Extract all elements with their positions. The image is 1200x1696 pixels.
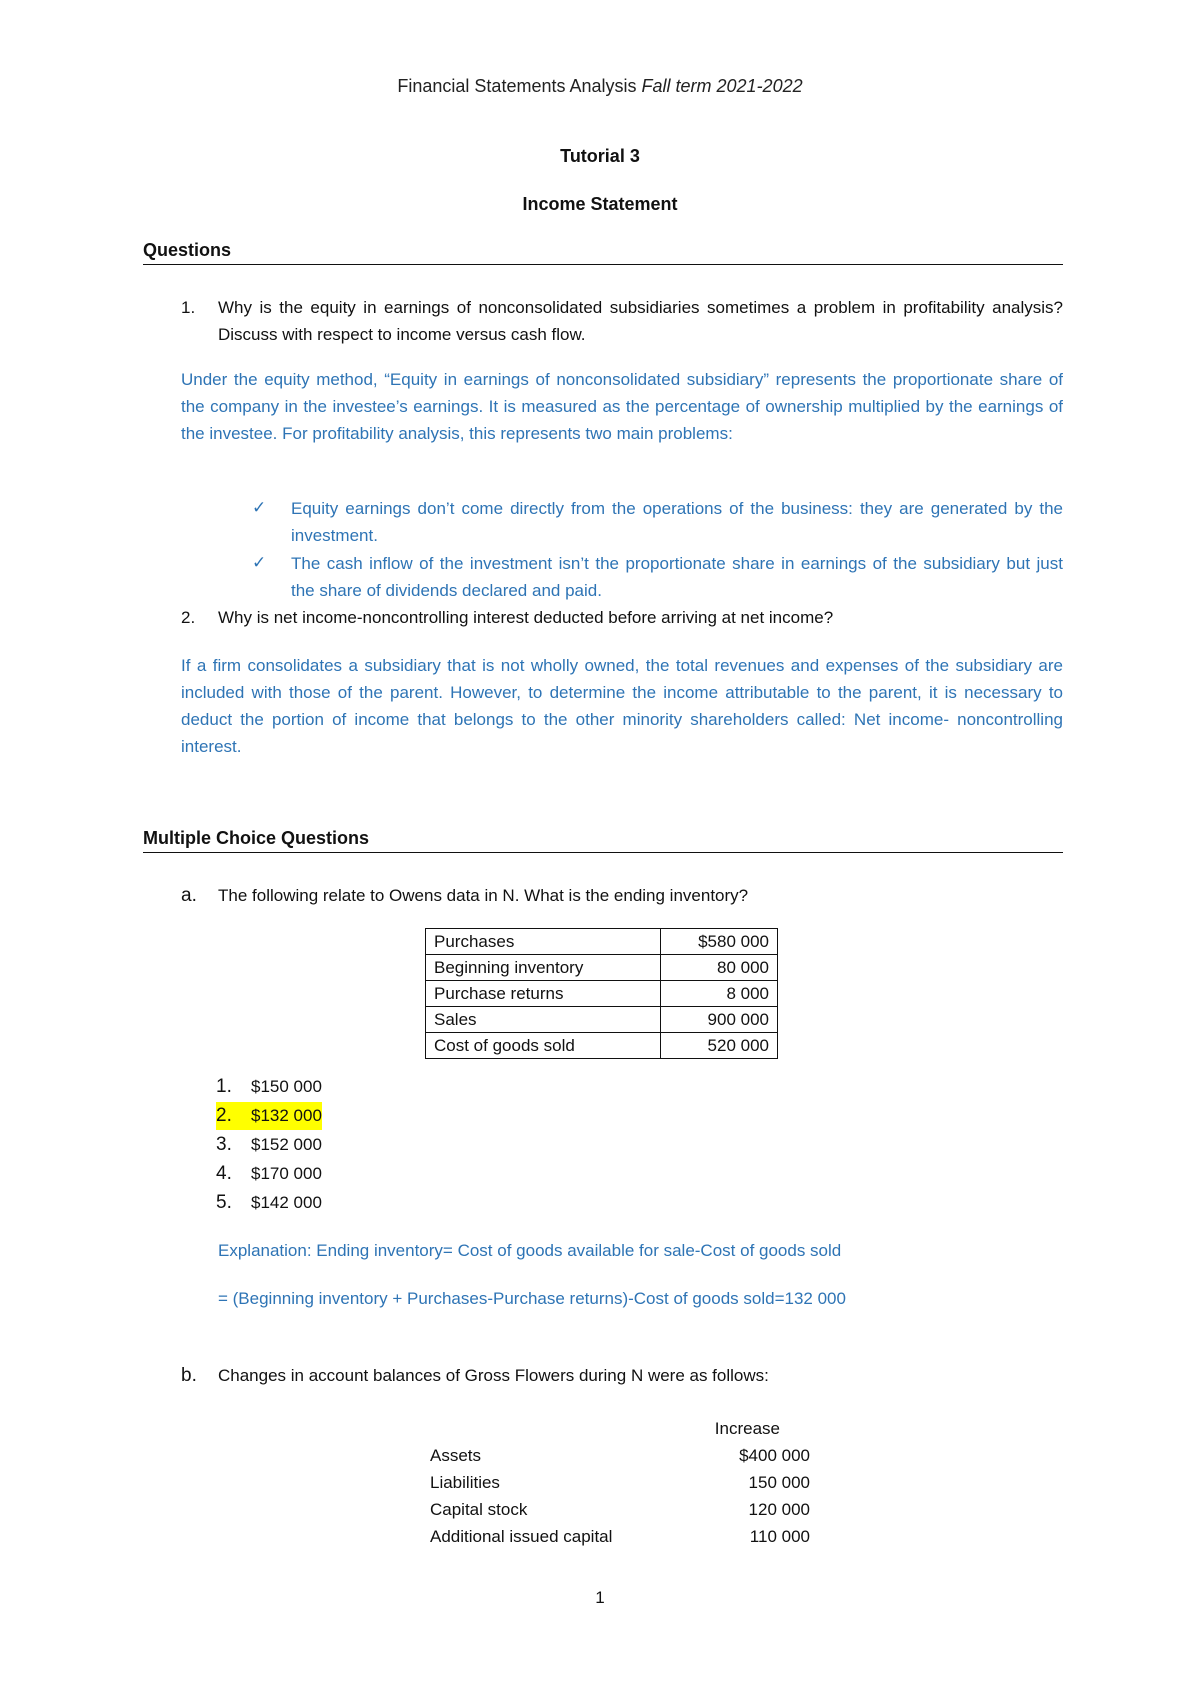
page-number: 1 <box>595 1588 605 1607</box>
table-cell-label: Cost of goods sold <box>426 1033 661 1059</box>
answer-bullet <box>254 495 1063 549</box>
mcq-a-option-3 <box>216 1131 322 1159</box>
tutorial-title: Tutorial 3 <box>560 146 640 166</box>
option-number: 1. <box>216 1076 232 1097</box>
question-1-text: Why is the equity in earnings of nonconsolidated subsidiaries sometimes a problem in profitability analysis? Discuss with respect to income versus cash flow. <box>218 298 1063 344</box>
table-cell-value: 80 000 <box>661 955 778 981</box>
question-2-number: 2. <box>181 608 196 627</box>
mcq-a-option-5 <box>216 1189 322 1217</box>
account-increase: 110 000 <box>749 1527 810 1546</box>
mcq-a-option-1 <box>216 1073 322 1101</box>
topic-title: Income Statement <box>522 194 678 214</box>
answer-bullet-text: The cash inflow of the investment isn’t the proportionate share in earnings of the subsidiary but just the share of dividends declared and paid. <box>291 554 1063 600</box>
mcq-a-option-4 <box>216 1160 322 1188</box>
mcq-a-explanation-line-2: = (Beginning inventory + Purchases-Purchase returns)-Cost of goods sold=132 000 <box>218 1289 846 1308</box>
account-label: Assets <box>430 1446 482 1465</box>
table-cell-label: Beginning inventory <box>426 955 661 981</box>
owens-data-table <box>425 928 778 1059</box>
question-1-answer: Under the equity method, “Equity in earnings of nonconsolidated subsidiary” represents the proportionate share of the company in the investee’s earnings. It is measured as the percentage of ownership multiplied by the earnings of the investee. For profitability analysis, this represents two main problems: <box>181 370 1063 443</box>
account-increase: $400 000 <box>739 1446 810 1465</box>
account-increase: 150 000 <box>748 1473 810 1492</box>
option-number: 5. <box>216 1192 232 1213</box>
check-icon: ✓ <box>252 498 267 518</box>
table-row <box>426 1033 778 1059</box>
check-icon: ✓ <box>252 553 267 573</box>
answer-bullet <box>254 550 1063 604</box>
question-1-number: 1. <box>181 298 196 317</box>
increase-column-header: Increase <box>714 1419 780 1438</box>
mcq-heading: Multiple Choice Questions <box>143 828 1063 853</box>
answer-bullet-text: Equity earnings don’t come directly from the operations of the business: they are generated by the investment. <box>291 499 1063 545</box>
table-row <box>426 981 778 1007</box>
option-value: $142 000 <box>251 1193 322 1212</box>
account-label: Capital stock <box>430 1500 528 1519</box>
header-course: Financial Statements Analysis <box>397 76 642 96</box>
questions-heading: Questions <box>143 240 1063 265</box>
account-label: Liabilities <box>430 1473 500 1492</box>
page-header <box>0 76 1200 97</box>
question-2-text: Why is net income-noncontrolling interest deducted before arriving at net income? <box>218 608 834 627</box>
option-value: $170 000 <box>251 1164 322 1183</box>
mcq-b-text: Changes in account balances of Gross Flowers during N were as follows: <box>218 1366 769 1385</box>
table-row <box>426 1007 778 1033</box>
option-value: $152 000 <box>251 1135 322 1154</box>
header-term: Fall term 2021-2022 <box>641 76 803 96</box>
table-cell-value: 900 000 <box>661 1007 778 1033</box>
table-cell-label: Purchases <box>426 929 661 955</box>
question-2-answer: If a firm consolidates a subsidiary that is not wholly owned, the total revenues and expenses of the subsidiary are included with those of the parent. However, to determine the income attributable to the parent, it is necessary to deduct the portion of income that belongs to the other minority shareholders called: Net income- noncontrolling interest. <box>181 656 1063 756</box>
table-row <box>426 929 778 955</box>
table-row <box>426 955 778 981</box>
option-number: 3. <box>216 1134 232 1155</box>
mcq-a-letter: a. <box>181 885 197 906</box>
option-number: 4. <box>216 1163 232 1184</box>
table-cell-value: 520 000 <box>661 1033 778 1059</box>
mcq-b-letter: b. <box>181 1365 197 1386</box>
account-label: Additional issued capital <box>430 1527 613 1546</box>
table-cell-value: $580 000 <box>661 929 778 955</box>
mcq-a-text: The following relate to Owens data in N. What is the ending inventory? <box>218 886 749 905</box>
mcq-a-explanation-line-1: Explanation: Ending inventory= Cost of goods available for sale-Cost of goods sold <box>218 1241 842 1260</box>
option-number: 2. <box>216 1102 251 1130</box>
account-increase: 120 000 <box>748 1500 810 1519</box>
option-value: $132 000 <box>251 1102 322 1130</box>
table-cell-label: Sales <box>426 1007 661 1033</box>
table-cell-value: 8 000 <box>661 981 778 1007</box>
option-value: $150 000 <box>251 1077 322 1096</box>
mcq-a-option-2-correct <box>216 1102 322 1130</box>
table-cell-label: Purchase returns <box>426 981 661 1007</box>
